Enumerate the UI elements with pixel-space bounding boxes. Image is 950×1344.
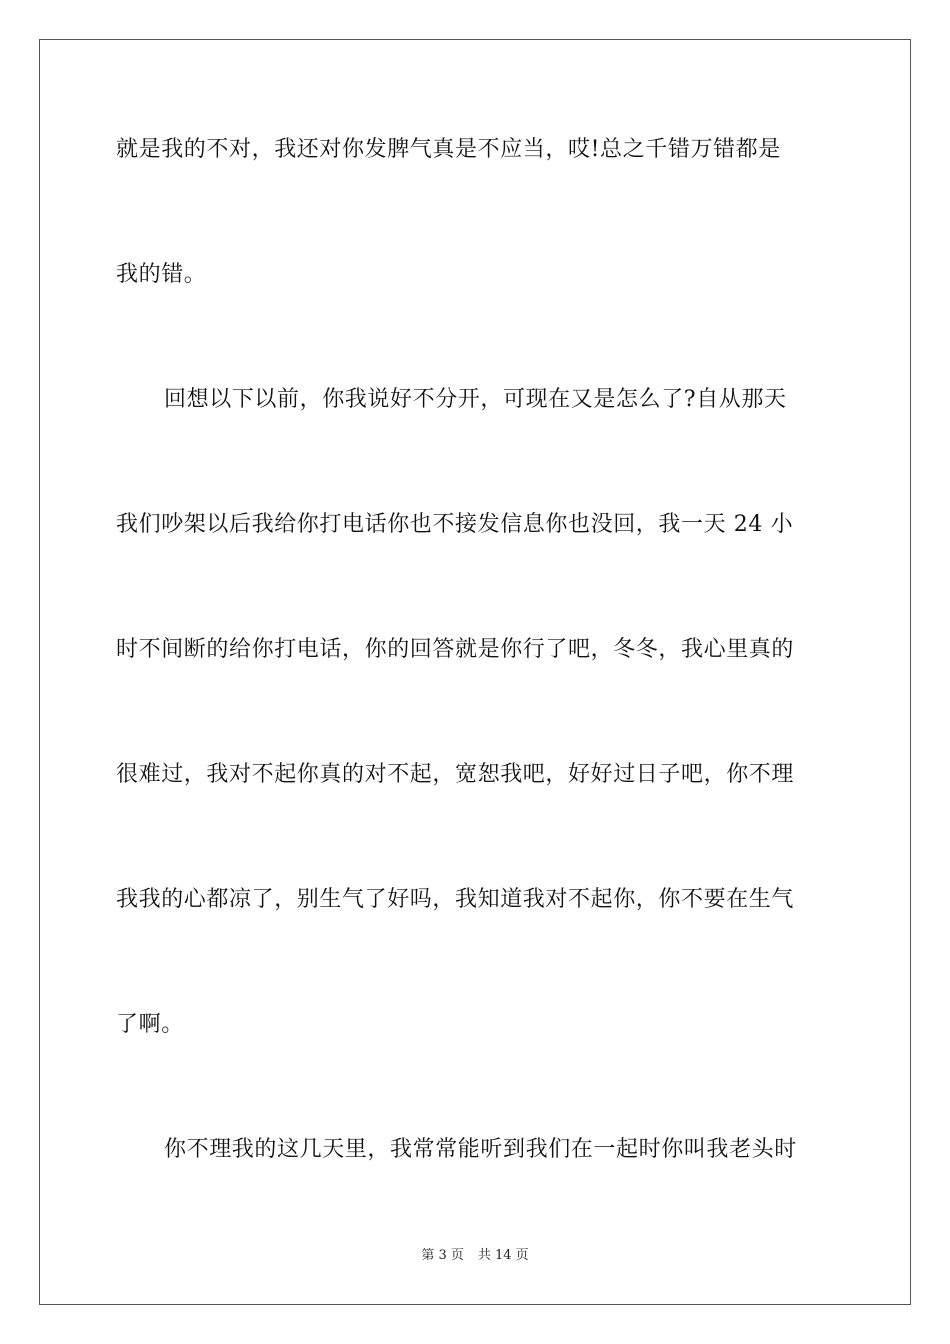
page-number: 第 3 页 [421,1248,464,1263]
paragraph-line-1: 就是我的不对，我还对你发脾气真是不应当，哎!总之千错万错都是 [116,137,781,162]
paragraph-line-5: 时不间断的给你打电话，你的回答就是你行了吧，冬冬，我心里真的 [116,637,795,662]
page-footer [0,1247,950,1265]
paragraph-line-7: 我我的心都凉了，别生气了好吗，我知道我对不起你，你不要在生气 [116,887,795,912]
page-total: 共 14 页 [477,1248,529,1263]
paragraph-line-6: 很难过，我对不起你真的对不起，宽恕我吧，好好过日子吧，你不理 [116,762,795,787]
paragraph-line-3: 回想以下以前，你我说好不分开，可现在又是怎么了?自从那天 [164,387,787,412]
page-border [39,39,911,1305]
paragraph-line-2: 我的错。 [116,262,207,287]
paragraph-line-9: 你不理我的这几天里，我常常能听到我们在一起时你叫我老头时 [164,1137,797,1162]
paragraph-line-4: 我们吵架以后我给你打电话你也不接发信息你也没回，我一天 24 小 [116,512,794,537]
paragraph-line-8: 了啊。 [116,1012,184,1037]
